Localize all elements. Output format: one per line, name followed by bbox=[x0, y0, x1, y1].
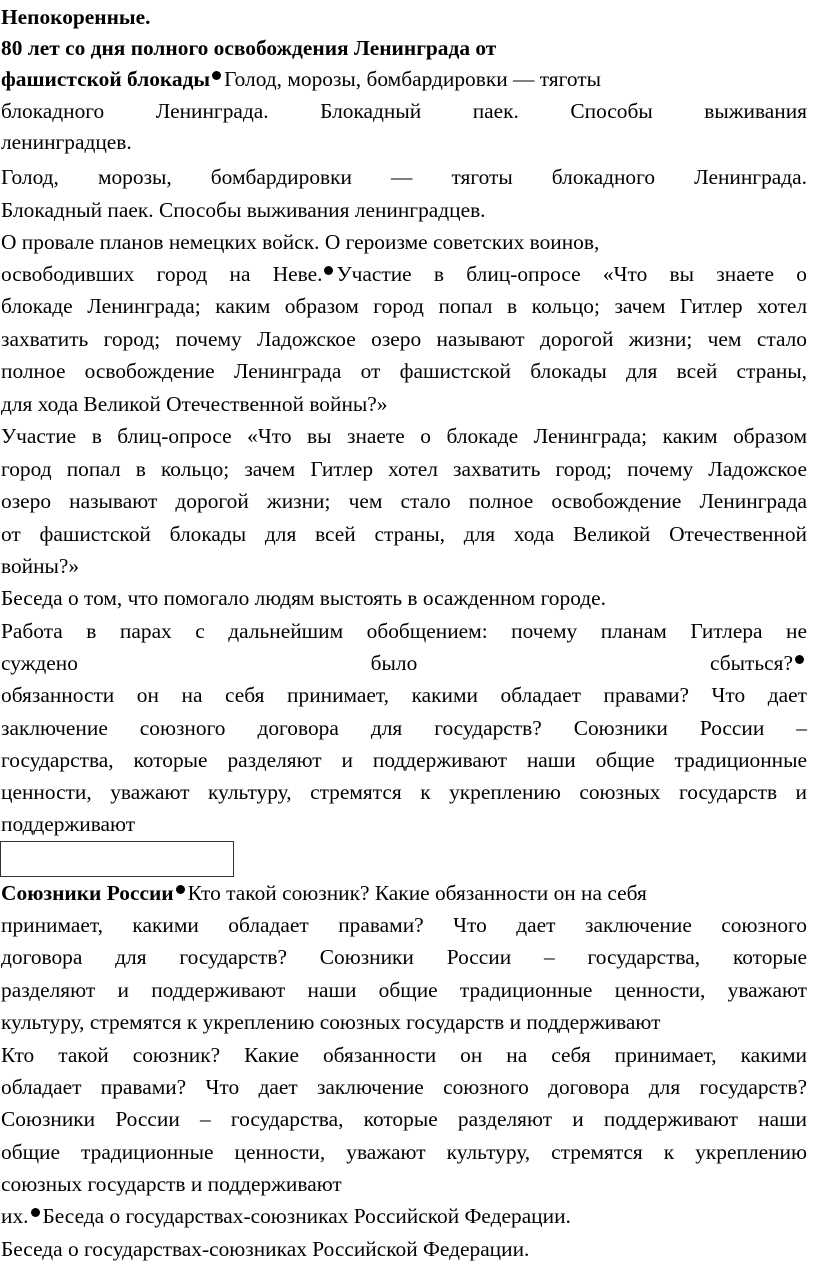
paragraph-word: сбыться? bbox=[710, 651, 793, 675]
bullet-icon bbox=[31, 1208, 40, 1217]
bullet-icon bbox=[795, 655, 804, 664]
paragraph-line: для хода Великой Отечественной войны?» bbox=[1, 392, 388, 416]
paragraph-line bbox=[1, 1201, 807, 1232]
paragraph-line: обязанности он на себя принимает, какими обладает правами? Что дает bbox=[1, 683, 807, 707]
paragraph-line: Беседа о том, что помогало людям выстоять в осажденном городе. bbox=[1, 586, 607, 610]
paragraph-line: договора для государств? Союзники России – государства, которые bbox=[1, 945, 807, 969]
paragraph-line: ценности, уважают культуру, стремятся к укреплению союзных государств и bbox=[1, 780, 807, 804]
paragraph-word-group bbox=[710, 648, 807, 679]
paragraph-line: заключение союзного договора для государств? Союзники России – bbox=[1, 716, 807, 740]
doc-subtitle-part2: фашистской блокады bbox=[1, 67, 211, 91]
paragraph-word: было bbox=[370, 651, 418, 675]
paragraph-text: Беседа о государствах-союзниках Российской Федерации. bbox=[42, 1204, 571, 1228]
paragraph-line: полное освобождение Ленинграда от фашистской блокады для всей страны, bbox=[1, 359, 807, 383]
bullet-icon bbox=[176, 885, 185, 894]
paragraph-line: обладает правами? Что дает заключение союзного договора для государств? bbox=[1, 1075, 807, 1099]
paragraph-text: их. bbox=[1, 1204, 29, 1228]
section-heading-line bbox=[1, 878, 807, 909]
paragraph-line: Участие в блиц-опросе «Что вы знаете о блокаде Ленинграда; каким образом bbox=[1, 424, 807, 448]
bullet-icon bbox=[212, 71, 221, 80]
paragraph-line bbox=[1, 259, 807, 290]
paragraph-line: озеро называют дорогой жизни; чем стало полное освобождение Ленинграда bbox=[1, 489, 807, 513]
paragraph-line: Беседа о государствах-союзниках Российской Федерации. bbox=[1, 1237, 530, 1261]
paragraph-line: Союзники России – государства, которые разделяют и поддерживают наши bbox=[1, 1107, 807, 1131]
paragraph-text: Участие в блиц-опросе «Что вы знаете о bbox=[336, 262, 807, 286]
bullet-icon bbox=[324, 266, 333, 275]
paragraph-line: общие традиционные ценности, уважают культуру, стремятся к укреплению bbox=[1, 1140, 807, 1164]
paragraph-line: культуру, стремятся к укреплению союзных государств и поддерживают bbox=[1, 1010, 661, 1034]
paragraph-line: принимает, какими обладает правами? Что дает заключение союзного bbox=[1, 913, 807, 937]
paragraph-line bbox=[1, 648, 807, 679]
paragraph-line: от фашистской блокады для всей страны, для хода Великой Отечественной bbox=[1, 522, 807, 546]
paragraph-line: Работа в парах с дальнейшим обобщением: почему планам Гитлера не bbox=[1, 619, 807, 643]
paragraph-line: ленинградцев. bbox=[1, 130, 132, 154]
paragraph-line: блокаде Ленинграда; каким образом город попал в кольцо; зачем Гитлер хотел bbox=[1, 294, 807, 318]
empty-box bbox=[0, 841, 234, 877]
paragraph-line: город попал в кольцо; зачем Гитлер хотел захватить город; почему Ладожское bbox=[1, 457, 807, 481]
doc-title: Непокоренные. bbox=[1, 5, 151, 29]
paragraph-line: Блокадный паек. Способы выживания ленинградцев. bbox=[1, 198, 486, 222]
section-title: Союзники России bbox=[1, 881, 174, 905]
paragraph-line: О провале планов немецких войск. О героизме советских воинов, bbox=[1, 230, 600, 254]
paragraph-line: блокадного Ленинграда. Блокадный паек. Способы выживания bbox=[1, 99, 807, 123]
paragraph-line: поддерживают bbox=[1, 812, 136, 836]
paragraph-line: захватить город; почему Ладожское озеро называют дорогой жизни; чем стало bbox=[1, 327, 807, 351]
paragraph-text: Голод, морозы, бомбардировки — тяготы bbox=[224, 67, 602, 91]
paragraph-line: войны?» bbox=[1, 554, 80, 578]
paragraph-line: государства, которые разделяют и поддерживают наши общие традиционные bbox=[1, 748, 807, 772]
paragraph-line: разделяют и поддерживают наши общие традиционные ценности, уважают bbox=[1, 978, 807, 1002]
paragraph-text: Кто такой союзник? Какие обязанности он на себя bbox=[187, 881, 647, 905]
paragraph-line: союзных государств и поддерживают bbox=[1, 1172, 342, 1196]
paragraph-word: суждено bbox=[1, 651, 78, 675]
paragraph-line: Кто такой союзник? Какие обязанности он на себя принимает, какими bbox=[1, 1043, 807, 1067]
paragraph-line: Голод, морозы, бомбардировки — тяготы блокадного Ленинграда. bbox=[1, 165, 807, 189]
doc-subtitle-line1: 80 лет со дня полного освобождения Ленинграда от bbox=[1, 36, 497, 60]
paragraph-text: освободивших город на Неве. bbox=[1, 262, 323, 286]
doc-subtitle-line2 bbox=[1, 64, 807, 95]
